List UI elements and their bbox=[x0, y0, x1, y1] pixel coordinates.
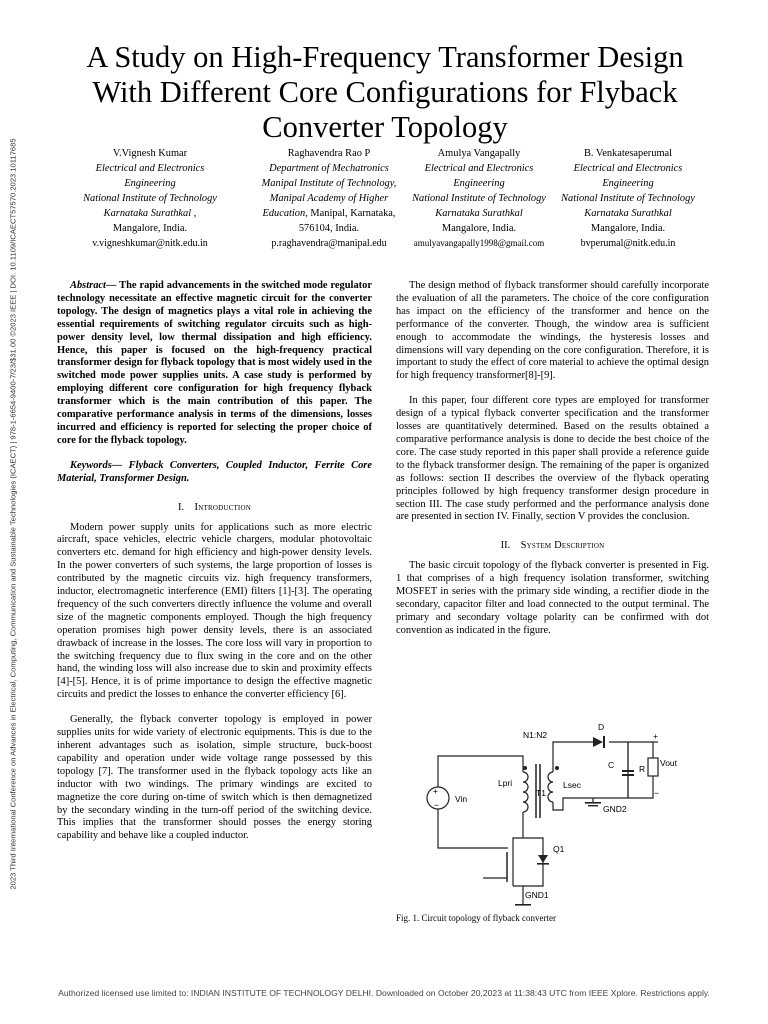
section-number: II. bbox=[500, 540, 511, 552]
author-institute: Manipal, Karnataka, bbox=[307, 208, 396, 219]
title-line: Converter Topology bbox=[262, 110, 508, 144]
author-block bbox=[393, 146, 565, 251]
section-title: Introduction bbox=[194, 501, 251, 513]
gnd2-label: GND2 bbox=[603, 804, 627, 814]
author-name: B. Venkatesaperumal bbox=[583, 148, 673, 159]
author-dept: Electrical and Electronics bbox=[424, 163, 534, 174]
author-institute: Karnataka Surathkal bbox=[435, 208, 523, 219]
title-line: A Study on High-Frequency Transformer Design bbox=[86, 40, 684, 74]
vin-plus: + bbox=[433, 786, 438, 796]
gnd1-label: GND1 bbox=[525, 890, 549, 900]
t1-label: T1 bbox=[536, 788, 546, 798]
author-place: Mangalore, India. bbox=[112, 223, 188, 234]
vin-label: Vin bbox=[455, 794, 468, 804]
vin-minus: − bbox=[434, 800, 439, 810]
author-dept: Department of Mechatronics bbox=[269, 163, 389, 174]
author-dept: Electrical and Electronics bbox=[95, 163, 205, 174]
intro-paragraph: Modern power supply units for applications such as more electric aircraft, space vehicles, electric vehicle chargers, modular photovoltaic converters etc. demand for high efficiency and high-power density levels. In the power converters of such systems, the large proportion of losses is contributed by the magnetic circuits viz. high frequency transformers, inductor, electromagnetic interference (EMI) filters [1]-[3]. The operating frequency of the such converters directly influence the volume and overall size of the magnetic components employed. Though the high frequency operation promises high power density levels, there is an associated drawback of increase in the losses. The core loss will vary in proportion to the switching frequency due to flux swing in the core and on the other hand, the winding loss will also increase due to skin and proximity effects [4]-[5]. Hence, it is of prime importance to design the effective magnetic circuits and predict the losses to enhance the converter efficiency [6]. bbox=[57, 521, 372, 701]
keywords-label: Keywords— bbox=[70, 459, 123, 471]
keywords bbox=[57, 460, 372, 486]
section-number: I. bbox=[178, 501, 185, 513]
paper-title bbox=[40, 40, 730, 145]
author-dept: Engineering bbox=[124, 178, 176, 189]
keywords-text: Flyback Converters, Coupled Inductor, Ferrite Core Material, Transformer Design. bbox=[57, 459, 372, 484]
vout-minus: − bbox=[654, 788, 659, 798]
right-column bbox=[396, 280, 709, 638]
resistor-label: R bbox=[639, 764, 646, 774]
author-email: amulyavangapally1998@gmail.com bbox=[413, 238, 545, 248]
abstract-label: Abstract— bbox=[70, 280, 117, 291]
body-paragraph: In this paper, four different core types are employed for transformer design of a typical flyback converter specification and the transformer losses are quantitatively determined. Based on the results obtained a comparative performance analysis is done to decide the best choice of the core. The case study reported in this paper shall provide a reference guide to the flyback transformer design. The remaining of the paper is organized as follows: section II describes the overview of the flyback operating principles followed by high frequency transformer design procedure in section III. The case study performed and the performance analysis done are presented in section IV. Finally, section V provides the conclusion. bbox=[396, 395, 709, 523]
turns-ratio-label: N1:N2 bbox=[523, 730, 548, 740]
author-block bbox=[542, 146, 714, 251]
author-email: bvperumal@nitk.edu.in bbox=[580, 238, 676, 249]
page-footer: Authorized licensed use limited to: INDIAN INSTITUTE OF TECHNOLOGY DELHI. Downloaded on October 20,2023 at 11:38:43 UTC from IEEE Xplore. Restrictions apply. bbox=[58, 988, 710, 998]
left-column bbox=[57, 280, 372, 843]
author-dept: Manipal Institute of Technology, bbox=[261, 178, 397, 189]
diode-label: D bbox=[598, 722, 605, 732]
section-heading-introduction bbox=[57, 502, 372, 515]
body-paragraph: The design method of flyback transformer should carefully incorporate the evaluation of all the parameters. The choice of the core configuration has impact on the efficiency of the transformer and hence on the performance of the converter. Though, the window area is sufficient enough to accommodate the windings, the hysteresis losses and dimensions will vary depending on the core configuration. Therefore, it is important to study the effect of core material to achieve the optimal design for high frequency transformer[8]-[9]. bbox=[396, 280, 709, 382]
lpri-label: Lpri bbox=[498, 778, 513, 788]
author-block bbox=[243, 146, 415, 251]
side-doi-text: 2023 Third International Conference on Advances in Electrical, Computing, Communication and Sustainable Technologies (ICAECT) | 978-1-6654-9400-7/23/$31.00 ©2023 IEEE | DOI: 10.1109/ICAECT57570.2023.10117685 bbox=[8, 138, 18, 890]
author-place: Mangalore, India. bbox=[590, 223, 666, 234]
author-institute: National Institute of Technology bbox=[561, 193, 695, 204]
figure-caption: Fig. 1. Circuit topology of flyback converter bbox=[396, 913, 556, 923]
author-email: v.vigneshkumar@nitk.edu.in bbox=[92, 238, 208, 249]
section-heading-system-description bbox=[396, 540, 709, 553]
author-institute: National Institute of Technology bbox=[412, 193, 546, 204]
side-doi-strip bbox=[6, 78, 20, 950]
vout-plus: + bbox=[653, 731, 658, 741]
section-title: System Description bbox=[520, 540, 605, 552]
author-institute: National Institute of Technology bbox=[83, 193, 217, 204]
capacitor-label: C bbox=[608, 760, 615, 770]
author-place: Mangalore, India. bbox=[441, 223, 517, 234]
author-place: 576104, India. bbox=[298, 223, 360, 234]
author-name: V.Vignesh Kumar bbox=[112, 148, 188, 159]
author-institute: Karnataka Surathkal , bbox=[103, 208, 197, 219]
title-line: With Different Core Configurations for Flyback bbox=[92, 75, 678, 109]
flyback-circuit-diagram bbox=[413, 722, 703, 908]
author-dept: Engineering bbox=[453, 178, 505, 189]
author-dept: Engineering bbox=[602, 178, 654, 189]
vout-label: Vout bbox=[660, 758, 678, 768]
author-name: Raghavendra Rao P bbox=[287, 148, 371, 159]
lsec-label: Lsec bbox=[563, 780, 581, 790]
author-block bbox=[64, 146, 236, 251]
author-name: Amulya Vangapally bbox=[437, 148, 521, 159]
abstract-text: The rapid advancements in the switched mode regulator technology necessitate an effective magnetic circuit for the converter topology. The design of magnetics plays a vital role in achieving the essential requirements of switching regulator circuits such as high-power density level, low thermal dissipation and high efficiency. Hence, this paper is focused on the high-frequency practical transformer design for flyback topology that is most widely used in the switched mode power supplies units. A case study is performed by employing different core configuration for high frequency flyback transformer which is the main contribution of this paper. The comparative performance analysis in terms of the dimensions, losses incurred and efficiency is reported for selecting the proper choice of core for the flyback topology. bbox=[57, 280, 372, 446]
q1-label: Q1 bbox=[553, 844, 565, 854]
circuit-figure bbox=[413, 722, 703, 908]
author-email: p.raghavendra@manipal.edu bbox=[271, 238, 387, 249]
author-institute: Karnataka Surathkal bbox=[584, 208, 672, 219]
author-institute: Education, bbox=[262, 208, 308, 219]
intro-paragraph: Generally, the flyback converter topology is employed in power supplies units for wide variety of electronic equipments. This is due to the inherent advantages such as isolation, simple structure, buck-boost capability and operation under wide voltage range possessed by this topology [7]. The transformer used in the flyback topology acts like an inductor with two windings. The primary windings are excited to magnetize the core during on-time of switch which is then demagnetized by the secondary winding in the turn-off period of the switching device. This implies that the transformer should posses the energy storing capability and behave like a coupled inductor. bbox=[57, 714, 372, 842]
system-paragraph: The basic circuit topology of the flyback converter is presented in Fig. 1 that comprises of a high frequency isolation transformer, switching MOSFET in series with the primary side winding, a rectifier diode in the secondary, capacitor filter and load connected to the output terminal. The primary and secondary voltage polarity can be confirmed with dot convention as indicated in the figure. bbox=[396, 560, 709, 636]
author-institute: Manipal Academy of Higher bbox=[269, 193, 389, 204]
author-dept: Electrical and Electronics bbox=[573, 163, 683, 174]
abstract bbox=[57, 280, 372, 448]
